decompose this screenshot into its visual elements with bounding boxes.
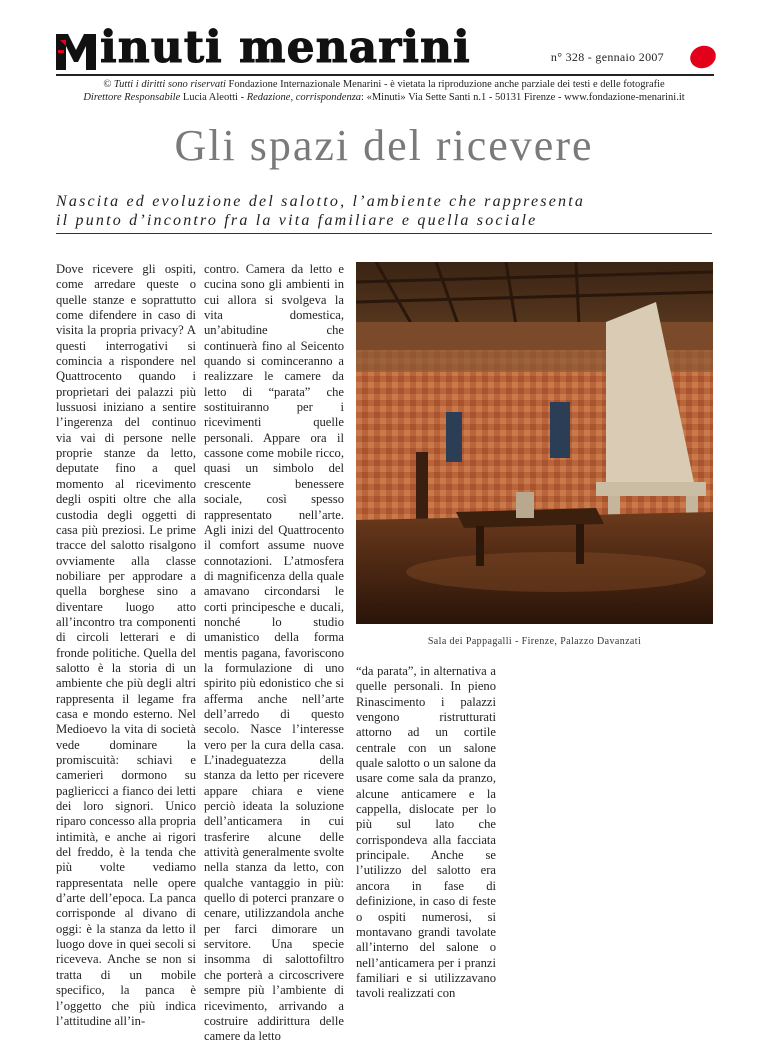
- subtitle-line-2: il punto d’incontro fra la vita familiare e quella sociale: [56, 212, 538, 229]
- redazione-label: Redazione, corrispondenza: [246, 92, 362, 103]
- article-title: Gli spazi del ricevere: [174, 121, 594, 170]
- text-column-3: [356, 664, 496, 1002]
- subtitle-rule: [56, 233, 712, 234]
- address: : «Minuti» Via Sette Santi n.1 - 50131 Firenze - www.fondazione-menarini.it: [361, 92, 685, 103]
- director-label: Direttore Responsabile: [83, 92, 181, 103]
- foundation-notice: Fondazione Internazionale Menarini - è vietata la riproduzione anche parziale dei testi e delle fotografie: [225, 79, 665, 90]
- red-dot-icon: [687, 43, 719, 72]
- column-2-text: contro. Camera da letto e cucina sono gli ambienti in cui allora si svolgeva la vita domestica, un’abitudine che continuerà fino al Seicento quando si cominceranno a realizzare le camere da letto di “parata” che sostituiranno per i ricevimenti quelle personali. Appare ora il cassone come mobile ricco, quasi un simbolo del crescente benessere sociale, così spesso rappresentato nell’arte. Agli inizi del Quattrocento il comfort assume nuove connotazioni. L’atmosfera di magnificenza della quale amavano circondarsi le corti principesche e ducali, nonché lo studio umanistico della forma mentis pagana, favoriscono la formulazione di uno spirito più edonistico che si afferma anche nell’arte dell’arredo di questo secolo. Nasce l’interesse vero per la cura della casa. L’inadeguatezza della stanza da letto per ricevere appare chiara e viene perciò ideata la soluzione dell’anticamera in cui trasferire alcune delle attività generalmente svolte nella stanza da letto, con qualche vantaggio in più: quello di poterci pranzare o cenare, utilizzandola anche per farci dimorare un servitore. Una specie insomma di salottofiltro che porterà a circoscrivere sempre più l’ambiente di ricevimento, arrivando a costruire addirittura delle camere da letto: [204, 262, 344, 1044]
- logo-wordmark: inuti menarini: [100, 22, 471, 73]
- text-column-2: [204, 262, 344, 1045]
- room-photo: [356, 262, 713, 624]
- column-1-text: Dove ricevere gli ospiti, come arredare queste o quelle stanze e soprattutto come difendere in caso di visita la propria privacy? A questi interrogativi si comincia a rispondere nel Quattrocento quando i proprietari dei palazzi più lussuosi iniziano a sentire l’ingerenza del continuo via vai di persone nelle proprie stanze da letto, deputate fino a quel momento al ricevimento degli ospiti oltre che alla custodia degli oggetti di casa più preziosi. Le prime tracce del salotto risalgono ovviamente alla classe nobiliare per approdare a quella borghese sino a diventare luogo atto all’incontro tra componenti di circoli letterari e di fronde politiche. Quella del salotto è la storia di un ambiente che più degli altri rappresenta il legame fra casa e mondo esterno. Nel Medioevo la vita di società vede dominare la promiscuità: schiavi e camerieri dormono su pagliericci a fianco dei letti dei loro signori. Unico riparo concesso alla propria intimità, e anche ai rigori del freddo, è la tenda che più volte vediamo rappresentata nelle opere d’arte dell’epoca. La panca corrisponde al divano di oggi: è la stanza da letto il luogo dove in quei secoli si riceveva. Anche se non si tratta di un mobile specifico, la panca è l’oggetto che più indica l’attitudine all’in-: [56, 262, 196, 1028]
- director-name: Lucia Aleotti -: [180, 92, 247, 103]
- credits: [40, 78, 728, 104]
- column-3-text: “da parata”, in alternativa a quelle personali. In pieno Rinascimento i palazzi vengono ristrutturati attorno ad un cortile centrale con un salone quale salotto o un salone da usare come sala da pranzo, alcune anticamere e la cappella, dislocate per lo più sul lato che corrispondeva alla facciata principale. Anche se l’utilizzo del salotto era ancora in fase di definizione, in caso di feste o ospiti numerosi, si montavano grandi tavolate all’interno del salone o nell’anticamera per i pranzi familiari e si utilizzavano tavoli realizzati con: [356, 664, 496, 1001]
- text-column-1: [56, 262, 196, 1029]
- photo-caption: Sala dei Pappagalli - Firenze, Palazzo Davanzati: [427, 636, 642, 647]
- article-subtitle: [56, 192, 716, 230]
- subtitle-line-1: Nascita ed evoluzione del salotto, l’ambiente che rappresenta: [56, 193, 586, 210]
- masthead: [56, 22, 716, 78]
- issue-number: n° 328 - gennaio 2007: [550, 50, 664, 64]
- rights-notice: © Tutti i diritti sono riservati: [103, 79, 226, 90]
- masthead-rule: [56, 74, 714, 76]
- menarini-logo-icon: [56, 30, 96, 70]
